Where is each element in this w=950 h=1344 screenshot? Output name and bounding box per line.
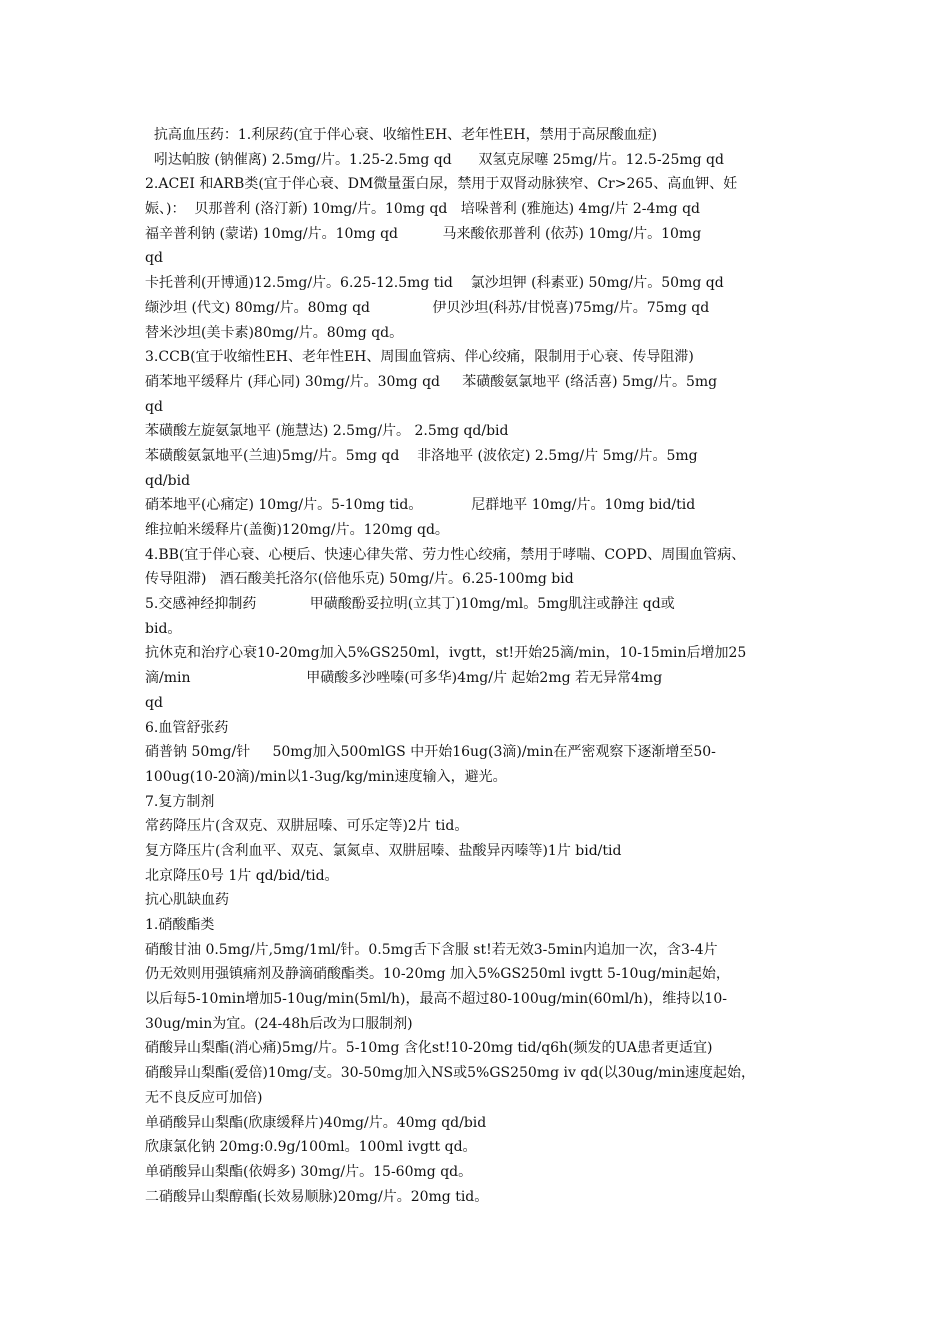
document-line: 娠、)： 贝那普利 (洛汀新) 10mg/片。10mg qd 培哚普利 (雅施达) 4mg/片 2-4mg qd — [145, 201, 701, 218]
document-line: 缬沙坦 (代文) 80mg/片。80mg qd 伊贝沙坦(科苏/甘悦喜)75mg/片。75mg qd — [145, 299, 710, 316]
document-line: 4.BB(宜于伴心衰、心梗后、快速心律失常、劳力性心绞痛，禁用于哮喘、COPD、周围血管病、 — [145, 546, 746, 563]
document-line: 硝苯地平缓释片 (拜心同) 30mg/片。30mg qd 苯磺酸氨氯地平 (络活喜) 5mg/片。5mg — [145, 373, 718, 390]
document-line: 传导阻滞) 酒石酸美托洛尔(倍他乐克) 50mg/片。6.25-100mg bid — [145, 571, 574, 588]
document-line: 北京降压0号 1片 qd/bid/tid。 — [145, 867, 339, 884]
document-line: 硝酸异山梨酯(爱倍)10mg/支。30-50mg加入NS或5%GS250mg iv qd(以30ug/min速度起始， — [145, 1065, 756, 1082]
document-line: 无不良反应可加倍) — [145, 1089, 263, 1106]
document-line: 2.ACEI 和ARB类(宜于伴心衰、DM微量蛋白尿，禁用于双肾动脉狭窄、Cr>265、高血钾、妊 — [145, 176, 738, 193]
document-line: 100ug(10-20滴)/min以1-3ug/kg/min速度输入，避光。 — [145, 768, 507, 785]
document-line: 硝普钠 50mg/针 50mg加入500mlGS 中开始16ug(3滴)/min在严密观察下逐渐增至50- — [145, 744, 716, 761]
document-line: 苯磺酸左旋氨氯地平 (施慧达) 2.5mg/片。 2.5mg qd/bid — [145, 423, 509, 440]
document-line: 仍无效则用强镇痛剂及静滴硝酸酯类。10-20mg 加入5%GS250ml ivgtt 5-10ug/min起始， — [145, 966, 730, 983]
document-line: bid。 — [145, 620, 182, 637]
document-line: 抗高血压药：1.利尿药(宜于伴心衰、收缩性EH、老年性EH，禁用于高尿酸血症) — [145, 127, 658, 143]
document-line: 常药降压片(含双克、双肼屈嗪、可乐定等)2片 tid。 — [145, 818, 469, 835]
document-line: 抗休克和治疗心衰10-20mg加入5%GS250ml，ivgtt，st!开始25滴/min，10-15min后增加25 — [145, 645, 747, 662]
document-line: 维拉帕米缓释片(盖衡)120mg/片。120mg qd。 — [145, 522, 449, 538]
document-line: 1.硝酸酯类 — [145, 917, 215, 933]
document-line: qd — [145, 398, 163, 415]
document-line: 硝酸异山梨酯(消心痛)5mg/片。5-10mg 含化st!10-20mg tid/q6h(频发的UA患者更适宜) — [145, 1040, 713, 1057]
document-line: 硝苯地平(心痛定) 10mg/片。5-10mg tid。 尼群地平 10mg/片。10mg bid/tid — [145, 497, 696, 514]
document-body — [145, 123, 810, 1209]
document-line: 3.CCB(宜于收缩性EH、老年性EH、周围血管病、伴心绞痛，限制用于心衰、传导阻滞) — [145, 349, 694, 366]
document-line: 苯磺酸氨氯地平(兰迪)5mg/片。5mg qd 非洛地平 (波依定) 2.5mg/片 5mg/片。5mg — [145, 447, 698, 464]
document-line: 抗心肌缺血药 — [145, 892, 229, 909]
document-line: 6.血管舒张药 — [145, 719, 229, 736]
document-line: qd — [145, 694, 163, 711]
document-line: 福辛普利钠 (蒙诺) 10mg/片。10mg qd 马来酸依那普利 (依苏) 10mg/片。10mg — [145, 225, 702, 242]
document-line: 单硝酸异山梨酯(依姆多) 30mg/片。15-60mg qd。 — [145, 1163, 473, 1180]
document-line: 5.交感神经抑制药 甲磺酸酚妥拉明(立其丁)10mg/ml。5mg肌注或静注 qd或 — [145, 596, 675, 613]
document-line: 吲达帕胺 (钠催离) 2.5mg/片。1.25-2.5mg qd 双氢克尿噻 25mg/片。12.5-25mg qd — [145, 151, 724, 168]
document-line: 滴/min 甲磺酸多沙唑嗪(可多华)4mg/片 起始2mg 若无异常4mg — [145, 670, 663, 687]
document-line: 以后每5-10min增加5-10ug/min(5ml/h)，最高不超过80-100ug/min(60ml/h)，维持以10- — [145, 991, 727, 1008]
document-line: qd/bid — [145, 472, 191, 489]
document-line: qd — [145, 250, 163, 267]
document-line: 7.复方制剂 — [145, 793, 215, 810]
document-line: 30ug/min为宜。(24-48h后改为口服制剂) — [145, 1015, 413, 1032]
document-line: 复方降压片(含利血平、双克、氯氮卓、双肼屈嗪、盐酸异丙嗪等)1片 bid/tid — [145, 842, 622, 859]
document-line: 卡托普利(开博通)12.5mg/片。6.25-12.5mg tid 氯沙坦钾 (科素亚) 50mg/片。50mg qd — [145, 275, 724, 292]
document-line: 硝酸甘油 0.5mg/片,5mg/1ml/针。0.5mg舌下含服 st!若无效3-5min内追加一次，含3-4片 — [145, 941, 718, 958]
document-line: 二硝酸异山梨醇酯(长效易顺脉)20mg/片。20mg tid。 — [145, 1188, 489, 1205]
document-line: 单硝酸异山梨酯(欣康缓释片)40mg/片。40mg qd/bid — [145, 1114, 487, 1131]
document-line: 替米沙坦(美卡素)80mg/片。80mg qd。 — [145, 324, 404, 341]
document-line: 欣康氯化钠 20mg:0.9g/100ml。100ml ivgtt qd。 — [145, 1139, 477, 1156]
